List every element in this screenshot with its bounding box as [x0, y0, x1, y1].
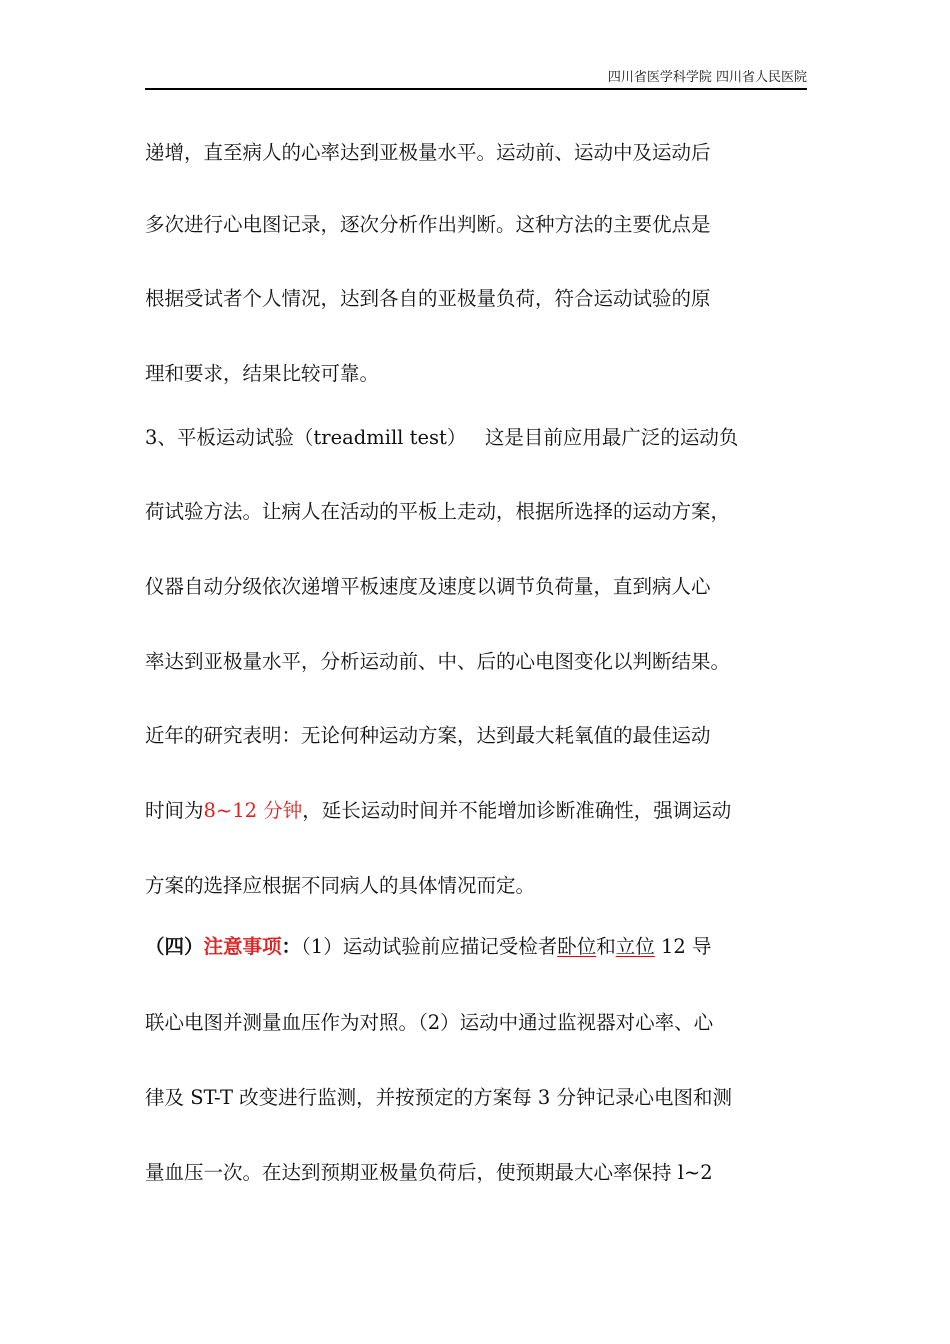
text-segment: 12 导: [654, 935, 712, 958]
text-line: 仪器自动分级依次递增平板速度及速度以调节负荷量，直到病人心: [145, 575, 711, 598]
text-line: 根据受试者个人情况，达到各自的亚极量负荷，符合运动试验的原: [145, 287, 711, 310]
text-line: 递增，直至病人的心率达到亚极量水平。运动前、运动中及运动后: [145, 141, 711, 164]
text-line: 近年的研究表明：无论何种运动方案，达到最大耗氧值的最佳运动: [145, 724, 711, 747]
text-line: 多次进行心电图记录，逐次分析作出判断。这种方法的主要优点是: [145, 213, 711, 236]
section-heading-precautions: [145, 935, 825, 959]
section-number: （四）: [145, 935, 204, 958]
underlined-term-supine: 卧位: [557, 935, 597, 958]
highlight-duration: 8~12 分钟: [203, 799, 303, 822]
section-title: 注意事项: [203, 935, 282, 958]
header-institution: 四川省医学科学院 四川省人民医院: [607, 70, 807, 85]
text-segment: （1）运动试验前应描记受检者: [301, 935, 558, 958]
text-line: 量血压一次。在达到预期亚极量负荷后，使预期最大心率保持 l~2: [145, 1161, 713, 1184]
text-segment: ，延长运动时间并不能增加诊断准确性，强调运动: [302, 799, 732, 822]
text-segment: 时间为: [145, 799, 204, 822]
text-line: 理和要求，结果比较可靠。: [145, 362, 380, 385]
text-line-treadmill-heading: 3、平板运动试验（treadmill test） 这是目前应用最广泛的运动负: [145, 426, 739, 449]
page-header: [145, 66, 807, 90]
section-colon: ：: [281, 935, 302, 958]
text-line: 联心电图并测量血压作为对照。（2）运动中通过监视器对心率、心: [145, 1011, 714, 1034]
text-line: 律及 ST-T 改变进行监测，并按预定的方案每 3 分钟记录心电图和测: [145, 1086, 732, 1109]
text-segment: 和: [596, 935, 616, 958]
text-line: 率达到亚极量水平，分析运动前、中、后的心电图变化以判断结果。: [145, 650, 731, 673]
underlined-term-standing: 立位: [615, 935, 655, 958]
text-line: 方案的选择应根据不同病人的具体情况而定。: [145, 874, 536, 897]
text-line: 荷试验方法。让病人在活动的平板上走动，根据所选择的运动方案，: [145, 500, 731, 523]
text-line-duration: [145, 799, 825, 823]
